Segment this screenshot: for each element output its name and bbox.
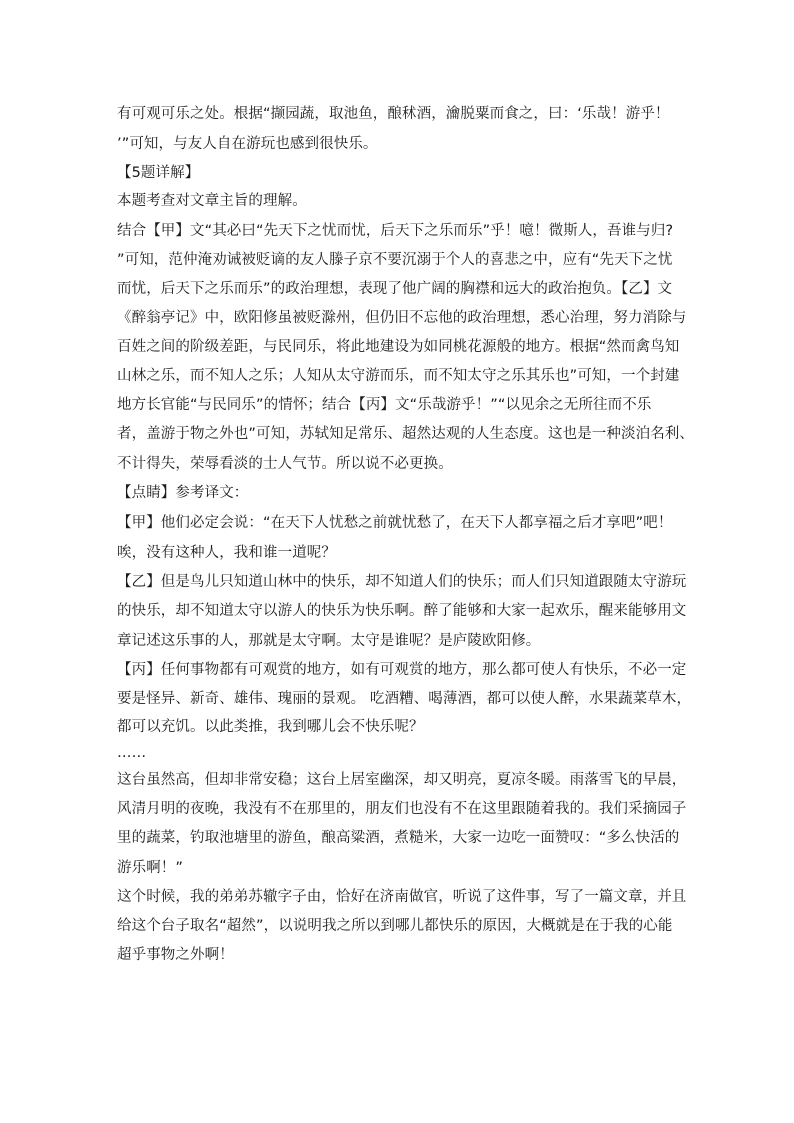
text-line: 要是怪异、新奇、雄伟、瑰丽的景观。 吃酒糟、喝薄酒，都可以使人醉，水果蔬菜草木， xyxy=(117,691,692,707)
text-line: 本题考查对文章主旨的理解。 xyxy=(117,193,307,209)
text-line: 者，盖游于物之外也”可知，苏轼知足常乐、超然达观的人生态度。这也是一种淡泊名利、 xyxy=(117,426,695,442)
text-line: 地方长官能“与民同乐”的情怀；结合【丙】文“乐哉游乎！”“以见余之无所往而不乐 xyxy=(117,397,652,413)
text-line: 不计得失，荣辱看淡的士人气节。所以说不必更换。 xyxy=(117,456,453,472)
text-line: 里的蔬菜，钓取池塘里的游鱼，酿高粱酒，煮糙米，大家一边吃一面赞叹：“多么快活的 xyxy=(117,830,680,846)
text-line: 都可以充饥。以此类推，我到哪儿会不快乐呢？ xyxy=(117,719,424,735)
text-line: 这个时候，我的弟弟苏辙字子由，恰好在济南做官，听说了这件事，写了一篇文章，并且 xyxy=(117,889,687,905)
text-line: ”可知，范仲淹劝诫被贬谪的友人滕子京不要沉溺于个人的喜悲之中，应有“先天下之忧 xyxy=(117,252,673,268)
text-line: 这台虽然高，但却非常安稳；这台上居室幽深，却又明亮，夏凉冬暖。雨落雪飞的早晨， xyxy=(117,772,687,788)
text-line: 给这个台子取名“超然”，以说明我之所以到哪儿都快乐的原因，大概就是在于我的心能 xyxy=(117,918,673,934)
ellipsis-line: …… xyxy=(117,745,147,761)
text-line: 山林之乐，而不知人之乐；人知从太守游而乐，而不知太守之乐其乐也”可知，一个封建 xyxy=(117,368,680,384)
section-heading: 【点睛】参考译文： xyxy=(117,485,249,501)
text-line: 有可观可乐之处。根据“撷园蔬，取池鱼，酿秫酒，瀹脱粟而食之，曰：‘乐哉！游乎！ xyxy=(117,106,670,122)
text-line: ’”可知，与友人自在游玩也感到很快乐。 xyxy=(117,136,378,152)
text-line: 唉，没有这种人，我和谁一道呢？ xyxy=(117,545,336,561)
text-line: 《醉翁亭记》中，欧阳修虽被贬滁州，但仍旧不忘他的政治理想，悉心治理，努力消除与 xyxy=(117,310,687,326)
text-line: 而忧，后天下之乐而乐”的政治理想，表现了他广阔的胸襟和远大的政治抱负。【乙】文 xyxy=(117,281,673,297)
text-line: 游乐啊！” xyxy=(117,860,184,876)
text-line: 风清月明的夜晚，我没有不在那里的，朋友们也没有不在这里跟随着我的。我们采摘园子 xyxy=(117,801,687,817)
text-line: 超乎事物之外啊！ xyxy=(117,947,234,963)
document-body xyxy=(117,100,695,970)
text-line: 【丙】任何事物都有可观赏的地方，如有可观赏的地方，那么都可使人有快乐，不必一定 xyxy=(117,662,687,678)
text-line: 【乙】但是鸟儿只知道山林中的快乐，却不知道人们的快乐；而人们只知道跟随太守游玩 xyxy=(117,574,687,590)
text-line: 百姓之间的阶级差距，与民同乐，将此地建设为如同桃花源般的地方。根据“然而禽鸟知 xyxy=(117,339,680,355)
text-line: 结合【甲】文“其必曰“先天下之忧而忧，后天下之乐而乐”乎！噫！微斯人，吾谁与归? xyxy=(117,223,674,239)
text-line: 章记述这乐事的人，那就是太守啊。太守是谁呢？是庐陵欧阳修。 xyxy=(117,633,541,649)
text-line: 【甲】他们必定会说：“在天下人忧愁之前就忧愁了，在天下人都享福之后才享吧”吧！ xyxy=(117,515,673,531)
text-line: 的快乐，却不知道太守以游人的快乐为快乐啊。醉了能够和大家一起欢乐，醒来能够用文 xyxy=(117,603,687,619)
section-heading: 【5题详解】 xyxy=(117,165,200,181)
